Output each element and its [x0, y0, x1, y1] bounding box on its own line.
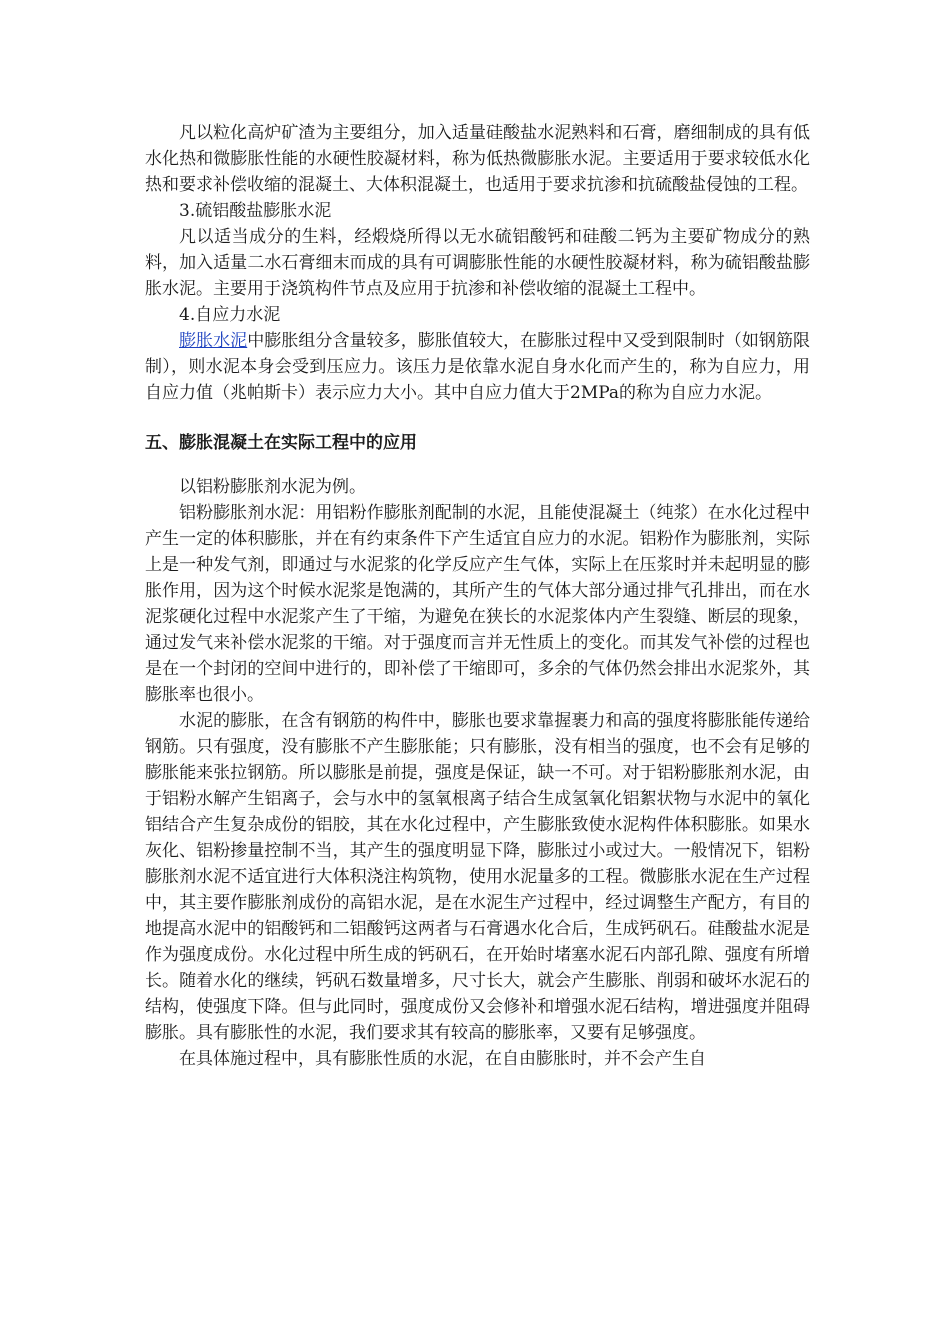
section-title: 五、膨胀混凝土在实际工程中的应用	[145, 433, 417, 453]
subheading-self-stressing: 4.自应力水泥	[179, 305, 281, 325]
paragraph-example-intro: 以铝粉膨胀剂水泥为例。	[179, 477, 366, 497]
paragraph-expansion: 水泥的膨胀，在含有钢筋的构件中，膨胀也要求靠握裹力和高的强度将膨胀能传递给钢筋。只有强度，没有膨胀不产生膨胀能；只有膨胀，没有相当的强度，也不会有足够的膨胀能来张拉钢筋。所以膨胀是前提，强度是保证，缺一不可。对于铝粉膨胀剂水泥，由于铝粉水解产生铝离子，会与水中的氢氧根离子结合生成氢氧化铝絮状物与水泥中的氧化铝结合产生复杂成份的铝胶，其在水化过程中，产生膨胀致使水泥构件体积膨胀。如果水灰化、铝粉掺量控制不当，其产生的强度明显下降，膨胀过小或过大。一般情况下，铝粉膨胀剂水泥不适宜进行大体积浇注构筑物，使用水泥量多的工程。微膨胀水泥在生产过程中，其主要作膨胀剂成份的高铝水泥，是在水泥生产过程中，经过调整生产配方，有目的地提高水泥中的铝酸钙和二铝酸钙这两者与石膏遇水化合后，生成钙矾石。硅酸盐水泥是作为强度成份。水化过程中所生成的钙矾石，在开始时堵塞水泥石内部孔隙、强度有所增长。随着水化的继续，钙矾石数量增多，尺寸长大，就会产生膨胀、削弱和破坏水泥石的结构，使强度下降。但与此同时，强度成份又会修补和增强水泥石结构，增进强度并阻碍膨胀。具有膨胀性的水泥，我们要求其有较高的膨胀率，又要有足够强度。	[145, 711, 810, 1043]
expansive-cement-link[interactable]: 膨胀水泥	[179, 331, 248, 351]
paragraph-construction: 在具体施过程中，具有膨胀性质的水泥，在自由膨胀时，并不会产生自	[179, 1049, 706, 1069]
paragraph-sulfoaluminate: 凡以适当成分的生料，经煅烧所得以无水硫铝酸钙和硅酸二钙为主要矿物成分的熟料，加入适量二水石膏细末而成的具有可调膨胀性能的水硬性胶凝材料，称为硫铝酸盐膨胀水泥。主要用于浇筑构件节点及应用于抗渗和补偿收缩的混凝土工程中。	[145, 227, 810, 299]
paragraph-self-stressing-text: 中膨胀组分含量较多，膨胀值较大，在膨胀过程中又受到限制时（如钢筋限制），则水泥本身会受到压应力。该压力是依靠水泥自身水化而产生的，称为自应力，用自应力值（兆帕斯卡）表示应力大小。其中自应力值大于2MPa的称为自应力水泥。	[145, 331, 811, 403]
subheading-sulfoaluminate: 3.硫铝酸盐膨胀水泥	[179, 201, 332, 221]
paragraph-self-stressing	[145, 328, 810, 406]
paragraph-low-heat-cement: 凡以粒化高炉矿渣为主要组分，加入适量硅酸盐水泥熟料和石膏，磨细制成的具有低水化热和微膨胀性能的水硬性胶凝材料，称为低热微膨胀水泥。主要适用于要求较低水化热和要求补偿收缩的混凝土、大体积混凝土，也适用于要求抗渗和抗硫酸盐侵蚀的工程。	[145, 123, 810, 195]
document-page	[145, 120, 810, 1072]
paragraph-aluminum-powder: 铝粉膨胀剂水泥：用铝粉作膨胀剂配制的水泥，且能使混凝土（纯浆）在水化过程中产生一定的体积膨胀，并在有约束条件下产生适宜自应力的水泥。铝粉作为膨胀剂，实际上是一种发气剂，即通过与水泥浆的化学反应产生气体，实际上在压浆时并未起明显的膨胀作用，因为这个时候水泥浆是饱满的，其所产生的气体大部分通过排气孔排出，而在水泥浆硬化过程中水泥浆产生了干缩，为避免在狭长的水泥浆体内产生裂缝、断层的现象，通过发气来补偿水泥浆的干缩。对于强度而言并无性质上的变化。而其发气补偿的过程也是在一个封闭的空间中进行的，即补偿了干缩即可，多余的气体仍然会排出水泥浆外，其膨胀率也很小。	[145, 503, 810, 705]
